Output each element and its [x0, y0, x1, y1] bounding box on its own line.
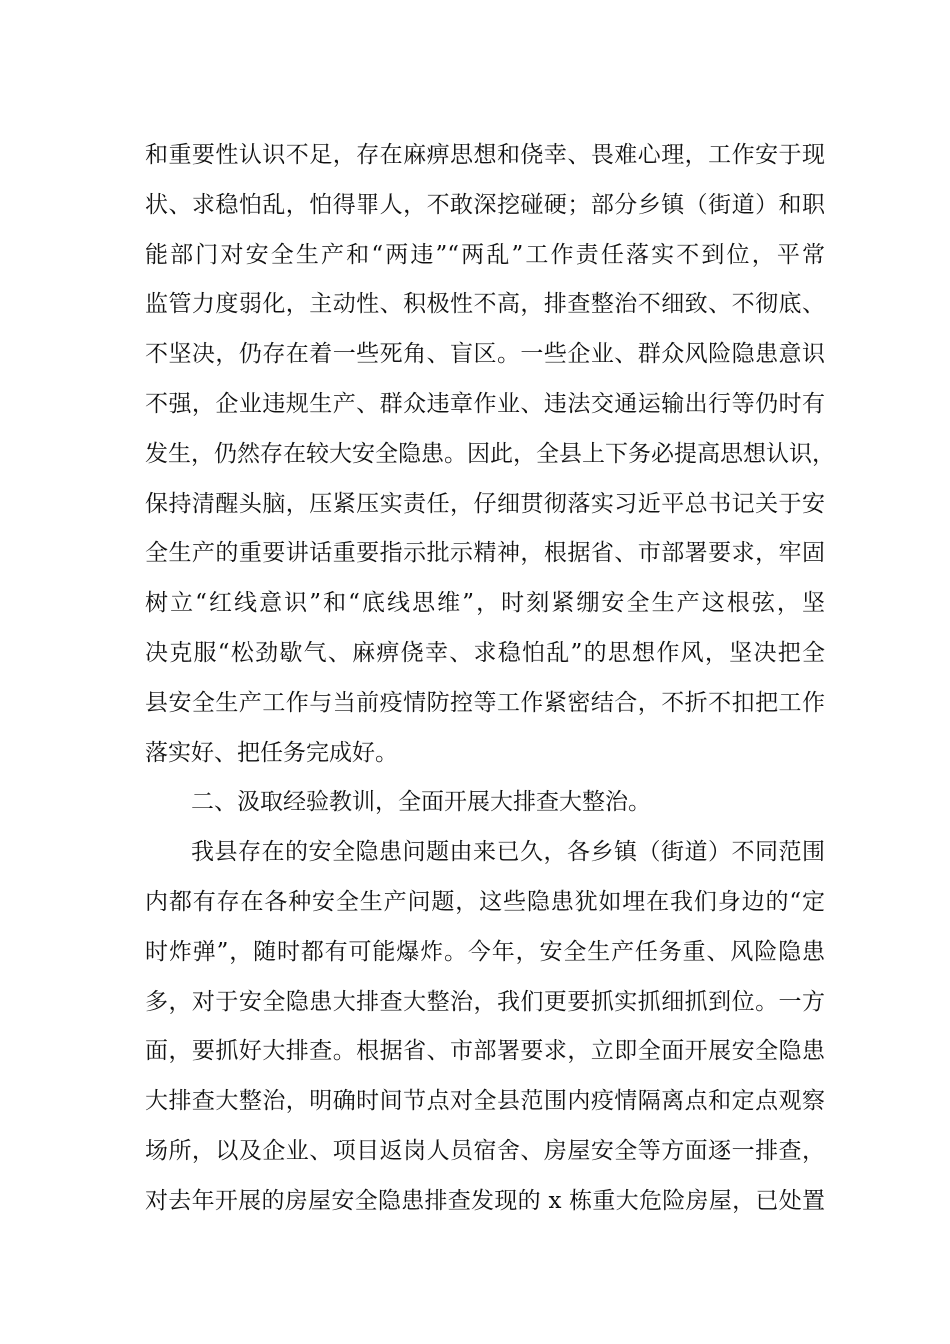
text-line: 县安全生产工作与当前疫情防控等工作紧密结合，不折不扣把工作: [145, 689, 825, 716]
text-line: 树立“红线意识”和“底线思维”，时刻紧绷安全生产这根弦，坚: [145, 590, 825, 617]
text-line: 大排查大整治，明确时间节点对全县范围内疫情隔离点和定点观察: [145, 1088, 825, 1115]
text-line: 二、汲取经验教训，全面开展大排查大整治。: [191, 789, 651, 816]
text-line: 发生，仍然存在较大安全隐患。因此，全县上下务必提高思想认识，: [145, 440, 835, 467]
text-line: 不强，企业违规生产、群众违章作业、违法交通运输出行等仍时有: [145, 390, 825, 417]
body-text: [145, 131, 835, 1227]
text-line: 内都有存在各种安全生产问题，这些隐患犹如埋在我们身边的“定: [145, 888, 825, 915]
text-line: 多，对于安全隐患大排查大整治，我们更要抓实抓细抓到位。一方: [145, 988, 825, 1015]
text-line: 决克服“松劲歇气、麻痹侥幸、求稳怕乱”的思想作风，坚决把全: [145, 639, 825, 666]
text-line: 全生产的重要讲话重要指示批示精神，根据省、市部署要求，牢固: [145, 540, 825, 567]
text-line: 我县存在的安全隐患问题由来已久，各乡镇（街道）不同范围: [191, 839, 825, 866]
text-line: 和重要性认识不足，存在麻痹思想和侥幸、畏难心理，工作安于现: [145, 142, 825, 168]
text-line: 保持清醒头脑，压紧压实责任，仔细贯彻落实习近平总书记关于安: [145, 490, 825, 517]
text-line: 对去年开展的房屋安全隐患排查发现的 x 栋重大危险房屋，已处置: [145, 1187, 825, 1214]
text-line: 状、求稳怕乱，怕得罪人，不敢深挖碰硬；部分乡镇（街道）和职: [145, 191, 825, 218]
text-line: 面，要抓好大排查。根据省、市部署要求，立即全面开展安全隐患: [145, 1038, 825, 1065]
text-line: 落实好、把任务完成好。: [145, 739, 398, 766]
text-line: 能部门对安全生产和“两违”“两乱”工作责任落实不到位，平常: [145, 241, 825, 268]
text-line: 监管力度弱化，主动性、积极性不高，排查整治不细致、不彻底、: [145, 291, 825, 318]
text-line: 时炸弹”，随时都有可能爆炸。今年，安全生产任务重、风险隐患: [145, 938, 825, 965]
text-line: 不坚决，仍存在着一些死角、盲区。一些企业、群众风险隐患意识: [145, 341, 825, 368]
text-line: 场所，以及企业、项目返岗人员宿舍、房屋安全等方面逐一排查，: [145, 1137, 825, 1164]
